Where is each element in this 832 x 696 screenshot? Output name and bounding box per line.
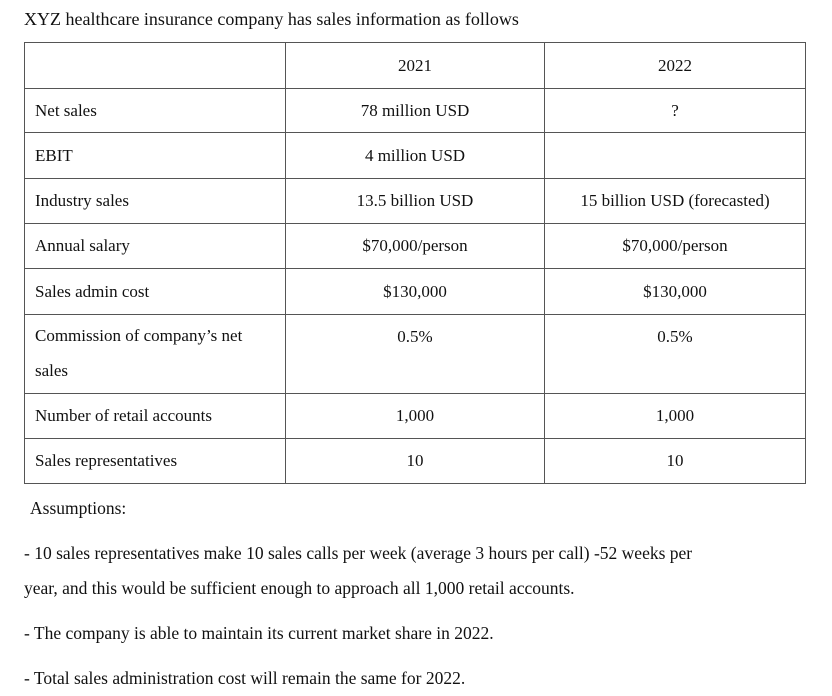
table-row <box>25 133 806 179</box>
row-label: Number of retail accounts <box>25 394 286 439</box>
row-label <box>25 315 286 394</box>
header-cell-empty <box>25 43 286 89</box>
table-row <box>25 394 806 439</box>
value-2022: 15 billion USD (forecasted) <box>545 179 806 224</box>
assumption-line: year, and this would be sufficient enough to approach all 1,000 retail accounts. <box>24 578 575 598</box>
assumption-line: - The company is able to maintain its current market share in 2022. <box>24 623 494 643</box>
row-label: Sales admin cost <box>25 269 286 315</box>
table-row <box>25 224 806 269</box>
value-2021: 1,000 <box>286 394 545 439</box>
table-row <box>25 315 806 394</box>
table-row <box>25 179 806 224</box>
value-2021: 13.5 billion USD <box>286 179 545 224</box>
sales-table <box>24 42 806 484</box>
assumption-line: - Total sales administration cost will remain the same for 2022. <box>24 668 466 688</box>
value-2021: $130,000 <box>286 269 545 315</box>
value-2021: 4 million USD <box>286 133 545 179</box>
row-label: Industry sales <box>25 179 286 224</box>
assumption-line: - 10 sales representatives make 10 sales calls per week (average 3 hours per call) -52 weeks per <box>24 543 693 563</box>
assumptions-heading: Assumptions: <box>30 498 127 518</box>
value-2022: 0.5% <box>545 315 806 394</box>
value-2022: 1,000 <box>545 394 806 439</box>
value-2022: 10 <box>545 439 806 484</box>
row-label: Net sales <box>25 89 286 133</box>
value-2021: 78 million USD <box>286 89 545 133</box>
value-2022: $70,000/person <box>545 224 806 269</box>
table-header-row <box>25 43 806 89</box>
assumptions-section <box>24 496 814 696</box>
value-2022 <box>545 133 806 179</box>
header-cell-2022: 2022 <box>545 43 806 89</box>
row-label: Sales representatives <box>25 439 286 484</box>
table-row <box>25 439 806 484</box>
value-2022: $130,000 <box>545 269 806 315</box>
table-row <box>25 89 806 133</box>
table-row <box>25 269 806 315</box>
header-cell-2021: 2021 <box>286 43 545 89</box>
value-2022: ? <box>545 89 806 133</box>
assumption-item <box>24 616 814 651</box>
assumption-item <box>24 661 814 696</box>
value-2021: 0.5% <box>286 315 545 394</box>
assumption-item <box>24 536 814 606</box>
row-label-line: sales <box>35 361 69 380</box>
value-2021: 10 <box>286 439 545 484</box>
value-2021: $70,000/person <box>286 224 545 269</box>
page-title: XYZ healthcare insurance company has sales information as follows <box>24 9 519 29</box>
row-label: Annual salary <box>25 224 286 269</box>
row-label-line: Commission of company’s net <box>35 326 243 345</box>
row-label: EBIT <box>25 133 286 179</box>
